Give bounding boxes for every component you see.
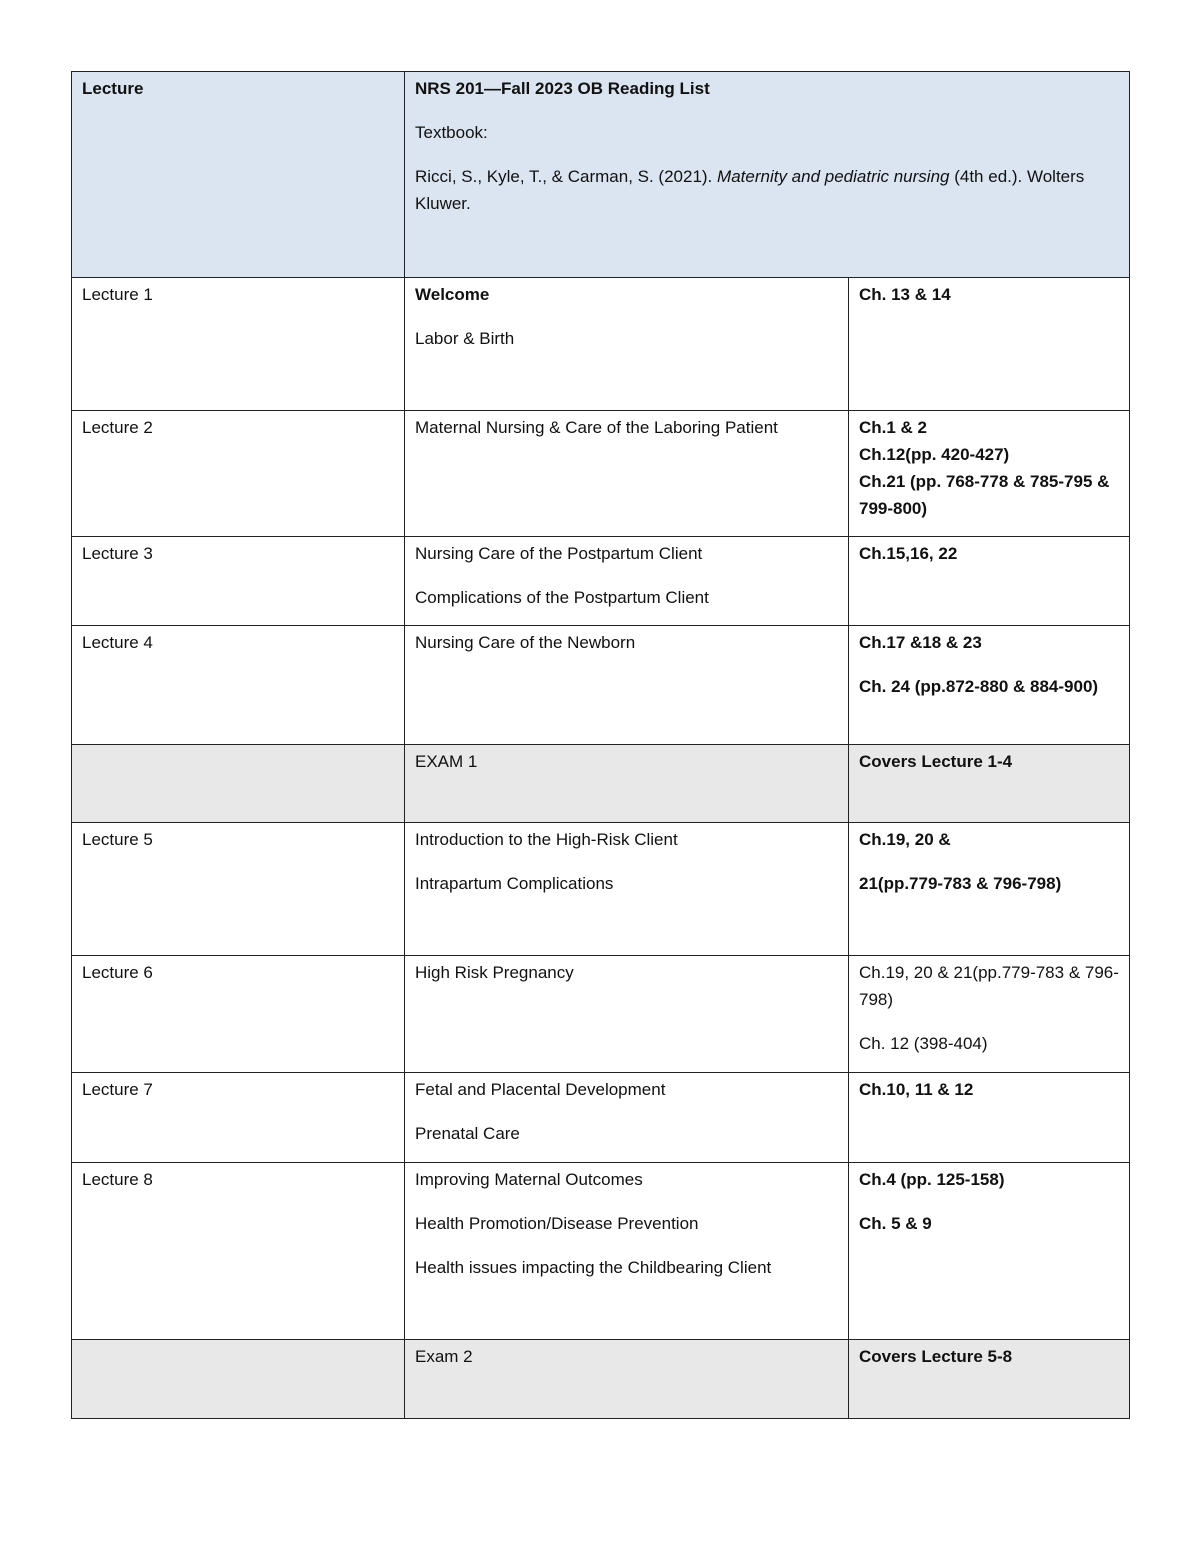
reading-item: Ch.10, 11 & 12 <box>859 1080 974 1099</box>
lecture-label: Lecture 1 <box>82 285 153 304</box>
reading-cell <box>849 411 1130 537</box>
table-row <box>72 626 1130 745</box>
topic-cell <box>405 626 849 745</box>
lecture-cell <box>72 537 405 626</box>
citation-authors: Ricci, S., Kyle, T., & Carman, S. (2021). <box>415 167 713 186</box>
topic-item: Fetal and Placental Development <box>415 1080 666 1099</box>
reading-item: Ch. 24 (pp.872-880 & 884-900) <box>859 677 1099 696</box>
lecture-cell <box>72 1340 405 1419</box>
citation-rest: (4th ed.). Wolters Kluwer. <box>415 167 1085 213</box>
table-row <box>72 823 1130 956</box>
lecture-cell <box>72 1073 405 1163</box>
reading-item: Ch.4 (pp. 125-158) <box>859 1170 1005 1189</box>
lecture-cell <box>72 745 405 823</box>
topic-item: Nursing Care of the Postpartum Client <box>415 544 703 563</box>
reading-cell <box>849 626 1130 745</box>
table-row <box>72 537 1130 626</box>
topic-item: Intrapartum Complications <box>415 874 614 893</box>
table-row <box>72 1163 1130 1340</box>
reading-item: Covers Lecture 5-8 <box>859 1347 1013 1366</box>
reading-item: Ch.19, 20 & <box>859 830 951 849</box>
topic-item: Welcome <box>415 285 490 304</box>
header-lecture-cell <box>72 72 405 278</box>
table-row <box>72 411 1130 537</box>
topic-cell <box>405 1073 849 1163</box>
lecture-cell <box>72 956 405 1073</box>
topic-item: High Risk Pregnancy <box>415 963 574 982</box>
lecture-label: Lecture 7 <box>82 1080 153 1099</box>
reading-cell <box>849 1163 1130 1340</box>
reading-cell <box>849 1073 1130 1163</box>
topic-item: EXAM 1 <box>415 752 478 771</box>
topic-cell <box>405 411 849 537</box>
lecture-cell <box>72 626 405 745</box>
table-row <box>72 278 1130 411</box>
topic-item: Maternal Nursing & Care of the Laboring Patient <box>415 418 778 437</box>
topic-cell <box>405 956 849 1073</box>
table-row <box>72 1073 1130 1163</box>
header-course-cell <box>405 72 1130 278</box>
topic-item: Health issues impacting the Childbearing Client <box>415 1258 772 1277</box>
exam-row <box>72 745 1130 823</box>
lecture-cell <box>72 1163 405 1340</box>
citation-title: Maternity and pediatric nursing <box>717 167 950 186</box>
topic-item: Health Promotion/Disease Prevention <box>415 1214 699 1233</box>
topic-item: Complications of the Postpartum Client <box>415 588 709 607</box>
topic-cell <box>405 745 849 823</box>
topic-cell <box>405 1340 849 1419</box>
textbook-label: Textbook: <box>415 123 488 142</box>
topic-item: Nursing Care of the Newborn <box>415 633 636 652</box>
topic-item: Improving Maternal Outcomes <box>415 1170 643 1189</box>
reading-cell <box>849 956 1130 1073</box>
lecture-cell <box>72 411 405 537</box>
table-row <box>72 956 1130 1073</box>
reading-item: Covers Lecture 1-4 <box>859 752 1013 771</box>
lecture-label: Lecture 2 <box>82 418 153 437</box>
reading-item: Ch. 12 (398-404) <box>859 1034 988 1053</box>
topic-cell <box>405 1163 849 1340</box>
exam-row <box>72 1340 1130 1419</box>
reading-item: 21(pp.779-783 & 796-798) <box>859 874 1062 893</box>
lecture-cell <box>72 823 405 956</box>
lecture-label: Lecture 4 <box>82 633 153 652</box>
reading-item: Ch.17 &18 & 23 <box>859 633 982 652</box>
reading-item: Ch. 5 & 9 <box>859 1214 932 1233</box>
topic-item: Prenatal Care <box>415 1124 520 1143</box>
reading-list-table <box>71 71 1130 1419</box>
topic-cell <box>405 537 849 626</box>
lecture-label: Lecture 5 <box>82 830 153 849</box>
lecture-cell <box>72 278 405 411</box>
topic-item: Labor & Birth <box>415 329 515 348</box>
reading-cell <box>849 823 1130 956</box>
reading-cell <box>849 278 1130 411</box>
reading-item: Ch.12(pp. 420-427) <box>859 445 1010 464</box>
topic-item: Introduction to the High-Risk Client <box>415 830 678 849</box>
topic-cell <box>405 278 849 411</box>
lecture-label: Lecture 3 <box>82 544 153 563</box>
reading-item: Ch.19, 20 & 21(pp.779-783 & 796-798) <box>859 963 1119 1009</box>
textbook-citation <box>415 163 1119 217</box>
topic-cell <box>405 823 849 956</box>
reading-item: Ch. 13 & 14 <box>859 285 951 304</box>
reading-item: Ch.21 (pp. 768-778 & 785-795 & 799-800) <box>859 472 1110 518</box>
topic-item: Exam 2 <box>415 1347 473 1366</box>
lecture-label: Lecture 6 <box>82 963 153 982</box>
header-lecture-label: Lecture <box>82 79 144 98</box>
reading-cell <box>849 1340 1130 1419</box>
lecture-label: Lecture 8 <box>82 1170 153 1189</box>
reading-item: Ch.15,16, 22 <box>859 544 958 563</box>
reading-cell <box>849 745 1130 823</box>
course-title: NRS 201—Fall 2023 OB Reading List <box>415 79 710 98</box>
reading-cell <box>849 537 1130 626</box>
reading-item: Ch.1 & 2 <box>859 418 928 437</box>
table-header-row <box>72 72 1130 278</box>
